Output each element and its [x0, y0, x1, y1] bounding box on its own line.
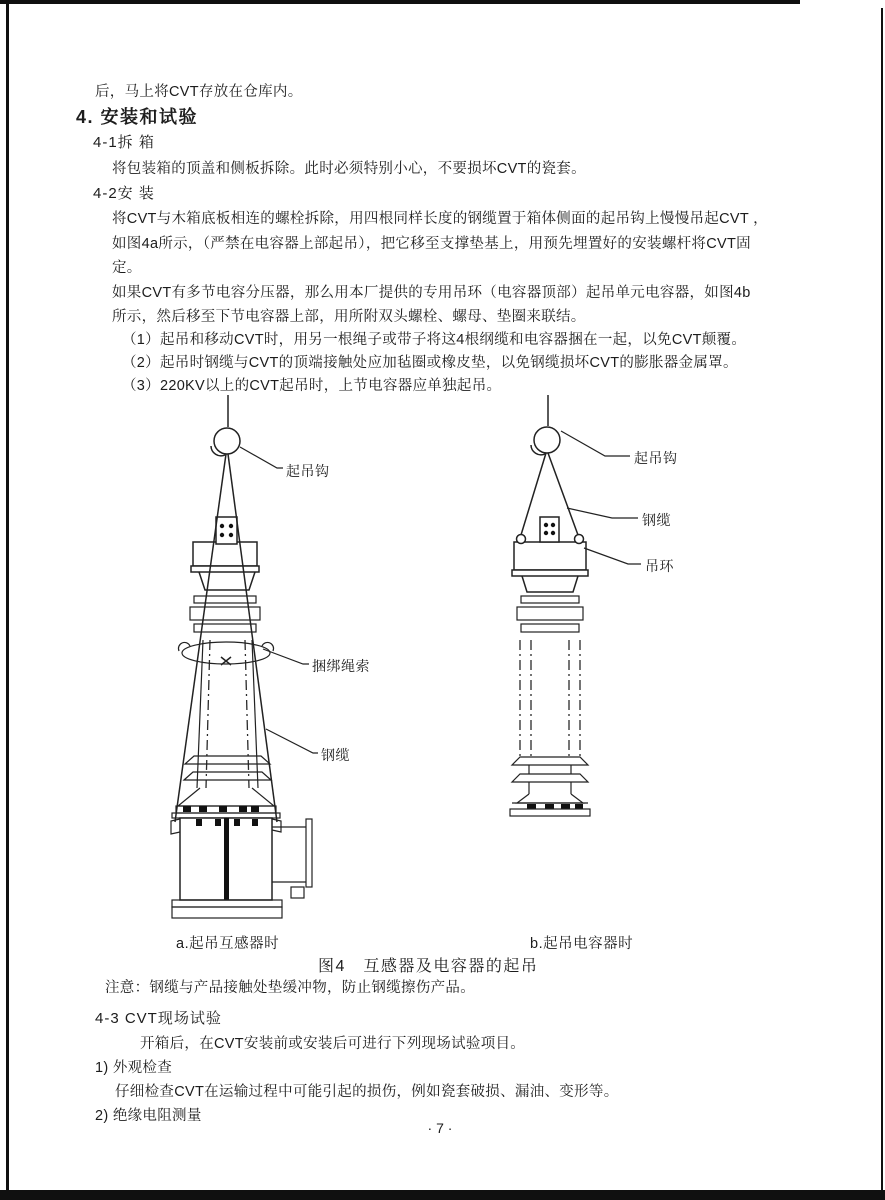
label-hook-a: 起吊钩 [286, 463, 330, 479]
label-binding-rope-a: 捆绑绳索 [312, 658, 370, 674]
top-cap-a [193, 542, 257, 566]
label-ring-b: 吊环 [645, 558, 674, 574]
leader-binding-rope-a [263, 649, 309, 664]
binding-rope-a [178, 642, 273, 665]
section42-paragraph1-line1: 将CVT与木箱底板相连的螺栓拆除，用四根同样长度的钢缆置于箱体侧面的起吊钩上慢慢吊起CVT ， [112, 211, 768, 227]
section4-heading: 4. 安装和试验 [76, 107, 199, 127]
label-cable-a: 钢缆 [321, 747, 350, 763]
section43-item2-heading: 2) 绝缘电阻测量 [95, 1108, 202, 1124]
section42-note3: （3）220KV以上的CVT起吊时，上节电容器应单独起吊。 [122, 378, 502, 394]
section43-intro: 开箱后，在CVT安装前或安装后可进行下列现场试验项目。 [140, 1036, 526, 1052]
section42-paragraph2-line2: 所示，然后移至下节电容器上部，用所附双头螺栓、螺母、垫圈来联结。 [112, 309, 586, 325]
terminal-box-b [540, 517, 559, 542]
section42-paragraph1-line3: 定。 [112, 260, 142, 276]
label-hook-b: 起吊钩 [634, 450, 678, 466]
lifting-ring-right-b [575, 535, 584, 544]
figure-b-drawing [510, 395, 641, 816]
leader-hook-b [561, 431, 630, 456]
figure4-main-caption: 图4 互感器及电容器的起吊 [318, 958, 539, 975]
section43-item1-body: 仔细检查CVT在运输过程中可能引起的损伤，例如瓷套破损、漏油、变形等。 [115, 1084, 619, 1100]
section43-heading: 4-3 CVT现场试验 [95, 1010, 222, 1027]
section42-paragraph1-line2: 如图4a所示，（严禁在电容器上部起吊），把它移至支撑垫基上，用预先埋置好的安装螺杆将CVT固 [112, 236, 751, 252]
crane-hook-b-icon [531, 395, 560, 455]
leader-hook-a [240, 447, 283, 468]
figure4-note: 注意：钢缆与产品接触处垫缓冲物，防止钢缆擦伤产品。 [105, 980, 475, 996]
neck-rings-b [517, 596, 583, 632]
sheds-b [512, 757, 588, 794]
section41-heading: 4-1拆 箱 [93, 134, 155, 151]
section43-item1-heading: 1) 外观检查 [95, 1060, 173, 1076]
section42-paragraph2-line1: 如果CVT有多节电容分压器，那么用本厂提供的专用吊环（电容器顶部）起吊单元电容器，如图4b [112, 285, 751, 301]
porcelain-column-b [520, 640, 580, 757]
section42-note2: （2）起吊时钢缆与CVT的顶端接触处应加毡圈或橡皮垫，以免钢缆损坏CVT的膨胀器金属罩。 [122, 355, 738, 371]
leader-cable-a [266, 729, 318, 753]
figure-b-caption: b.起吊电容器时 [530, 936, 634, 952]
section42-note1: （1）起吊和移动CVT时，用另一根绳子或带子将这4根纲缆和电容器捆在一起，以免CVT颠覆。 [122, 332, 747, 348]
page-number: · 7 · [427, 1120, 453, 1136]
crane-hook-a-icon [211, 395, 240, 456]
leader-cable-b [567, 508, 638, 518]
tank-a [171, 818, 312, 918]
leader-ring-b [584, 548, 641, 564]
intro-tail-line: 后，马上将CVT存放在仓库内。 [95, 84, 303, 100]
top-section-b [514, 542, 586, 570]
figure-a-caption: a.起吊互感器时 [176, 936, 280, 952]
section42-heading: 4-2安 装 [93, 185, 155, 202]
steel-cables-a [175, 454, 277, 822]
lifting-ring-left-b [517, 535, 526, 544]
label-cable-b: 钢缆 [642, 512, 671, 528]
section41-body: 将包装箱的顶盖和侧板拆除。此时必须特别小心，不要损坏CVT的瓷套。 [112, 161, 586, 177]
terminal-box-a [216, 517, 237, 544]
